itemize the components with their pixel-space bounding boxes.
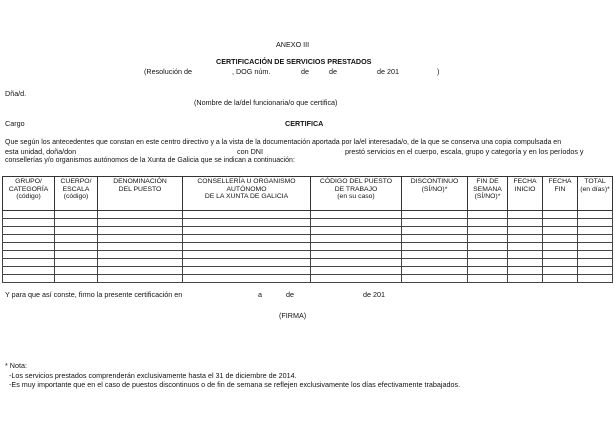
table-cell[interactable] bbox=[508, 259, 543, 267]
table-cell[interactable] bbox=[311, 275, 402, 283]
table-cell[interactable] bbox=[402, 275, 468, 283]
table-body bbox=[3, 211, 613, 283]
body-line-1: Que según los antecedentes que constan en este centro directivo y a la vista de la documentación aportada por la/el interesada/o, de la que se conserva una copia compulsada en bbox=[5, 139, 562, 146]
table-cell[interactable] bbox=[98, 227, 183, 235]
table-cell[interactable] bbox=[402, 219, 468, 227]
table-cell[interactable] bbox=[3, 235, 55, 243]
header-denominacion-puesto: DENOMINACIÓN DEL PUESTO bbox=[98, 177, 183, 211]
table-row bbox=[3, 267, 613, 275]
table-cell[interactable] bbox=[578, 251, 613, 259]
table-cell[interactable] bbox=[508, 243, 543, 251]
table-cell[interactable] bbox=[3, 243, 55, 251]
table-cell[interactable] bbox=[402, 267, 468, 275]
firma-label: (FIRMA) bbox=[279, 311, 307, 320]
table-cell[interactable] bbox=[468, 227, 508, 235]
table-cell[interactable] bbox=[543, 243, 578, 251]
table-cell[interactable] bbox=[543, 235, 578, 243]
table-cell[interactable] bbox=[578, 259, 613, 267]
table-cell[interactable] bbox=[55, 227, 98, 235]
officer-caption: (Nombre de la/del funcionaria/o que certifica) bbox=[194, 98, 338, 107]
note-item-1: -Los servicios prestados comprenderán exclusivamente hasta el 31 de diciembre de 2014. bbox=[9, 371, 297, 380]
table-cell[interactable] bbox=[55, 211, 98, 219]
header-fin-de-semana: FIN DE SEMANA (SÍ/NO)* bbox=[468, 177, 508, 211]
table-cell[interactable] bbox=[55, 251, 98, 259]
table-cell[interactable] bbox=[311, 267, 402, 275]
table-cell[interactable] bbox=[98, 219, 183, 227]
services-table bbox=[2, 176, 613, 283]
table-cell[interactable] bbox=[183, 227, 311, 235]
annex-label: ANEXO III bbox=[276, 40, 310, 49]
table-cell[interactable] bbox=[98, 251, 183, 259]
table-row bbox=[3, 235, 613, 243]
table-cell[interactable] bbox=[183, 243, 311, 251]
table-cell[interactable] bbox=[311, 235, 402, 243]
table-cell[interactable] bbox=[98, 259, 183, 267]
table-cell[interactable] bbox=[98, 243, 183, 251]
closing-de: de bbox=[286, 290, 294, 299]
table-cell[interactable] bbox=[578, 235, 613, 243]
table-cell[interactable] bbox=[3, 267, 55, 275]
table-cell[interactable] bbox=[183, 211, 311, 219]
document-heading: CERTIFICACIÓN DE SERVICIOS PRESTADOS bbox=[216, 57, 372, 66]
table-cell[interactable] bbox=[578, 211, 613, 219]
table-row bbox=[3, 243, 613, 251]
table-cell[interactable] bbox=[3, 275, 55, 283]
table-cell[interactable] bbox=[55, 235, 98, 243]
table-cell[interactable] bbox=[578, 219, 613, 227]
table-cell[interactable] bbox=[183, 259, 311, 267]
table-cell[interactable] bbox=[55, 267, 98, 275]
resolution-close: ) bbox=[437, 67, 440, 76]
table-cell[interactable] bbox=[402, 259, 468, 267]
table-cell[interactable] bbox=[311, 211, 402, 219]
table-cell[interactable] bbox=[578, 267, 613, 275]
header-conselleria: CONSELLERÍA U ORGANISMO AUTÓNOMO DE LA XUNTA DE GALICIA bbox=[183, 177, 311, 211]
table-cell[interactable] bbox=[98, 267, 183, 275]
table-cell[interactable] bbox=[311, 259, 402, 267]
closing-a: a bbox=[258, 290, 262, 299]
table-cell[interactable] bbox=[55, 259, 98, 267]
table-cell[interactable] bbox=[508, 275, 543, 283]
header-total: TOTAL (en días)* bbox=[578, 177, 613, 211]
body-line-2-c: prestó servicios en el cuerpo, escala, grupo y categoría y en los períodos y bbox=[345, 147, 584, 156]
table-cell[interactable] bbox=[543, 227, 578, 235]
table-cell[interactable] bbox=[183, 219, 311, 227]
table-cell[interactable] bbox=[508, 219, 543, 227]
table-cell[interactable] bbox=[402, 235, 468, 243]
table-cell[interactable] bbox=[508, 267, 543, 275]
table-cell[interactable] bbox=[311, 251, 402, 259]
table-cell[interactable] bbox=[3, 227, 55, 235]
table-cell[interactable] bbox=[543, 259, 578, 267]
table-cell[interactable] bbox=[55, 219, 98, 227]
note-item-2: -Es muy importante que en el caso de puestos discontinuos o de fin de semana se reflejen exclusivamente los días efectivamente trabajados. bbox=[9, 380, 461, 389]
table-cell[interactable] bbox=[402, 227, 468, 235]
resolution-dog: , DOG núm. bbox=[232, 67, 271, 76]
table-cell[interactable] bbox=[311, 219, 402, 227]
body-line-2-a: esta unidad, doña/don bbox=[5, 147, 77, 156]
closing-year: de 201 bbox=[363, 290, 385, 299]
table-header-row bbox=[3, 177, 613, 211]
table-cell[interactable] bbox=[468, 259, 508, 267]
header-fecha-inicio: FECHA INICIO bbox=[508, 177, 543, 211]
table-cell[interactable] bbox=[98, 211, 183, 219]
dna-label: Dña/d. bbox=[5, 89, 27, 98]
table-row bbox=[3, 259, 613, 267]
resolution-de-2: de bbox=[329, 67, 337, 76]
table-cell[interactable] bbox=[55, 243, 98, 251]
table-cell[interactable] bbox=[468, 267, 508, 275]
table-cell[interactable] bbox=[508, 211, 543, 219]
table-cell[interactable] bbox=[578, 243, 613, 251]
cargo-label: Cargo bbox=[5, 119, 25, 128]
resolution-de-1: de bbox=[301, 67, 309, 76]
table-cell[interactable] bbox=[183, 275, 311, 283]
table-cell[interactable] bbox=[508, 227, 543, 235]
table-cell[interactable] bbox=[543, 251, 578, 259]
header-grupo-categoria: GRUPO/ CATEGORÍA (código) bbox=[3, 177, 55, 211]
table-row bbox=[3, 251, 613, 259]
table-row bbox=[3, 227, 613, 235]
table-cell[interactable] bbox=[468, 211, 508, 219]
table-cell[interactable] bbox=[508, 251, 543, 259]
table-cell[interactable] bbox=[468, 251, 508, 259]
table-row bbox=[3, 211, 613, 219]
header-discontinuo: DISCONTINUO (SÍ/NO)* bbox=[402, 177, 468, 211]
resolution-year: de 201 bbox=[377, 67, 399, 76]
table-cell[interactable] bbox=[98, 235, 183, 243]
table-cell[interactable] bbox=[183, 267, 311, 275]
table-cell[interactable] bbox=[508, 235, 543, 243]
table-row bbox=[3, 219, 613, 227]
table-cell[interactable] bbox=[468, 219, 508, 227]
closing-text: Y para que así conste, firmo la presente certificación en bbox=[5, 290, 183, 299]
table-cell[interactable] bbox=[311, 243, 402, 251]
table-cell[interactable] bbox=[543, 275, 578, 283]
header-codigo-puesto: CÓDIGO DEL PUESTO DE TRABAJO (en su caso) bbox=[311, 177, 402, 211]
body-line-3: consellerías y/o organismos autónomos de la Xunta de Galicia que se indican a continuación: bbox=[5, 157, 295, 164]
table-cell[interactable] bbox=[311, 227, 402, 235]
table-cell[interactable] bbox=[578, 275, 613, 283]
table-row bbox=[3, 275, 613, 283]
notes-title: * Nota: bbox=[5, 361, 27, 370]
table-cell[interactable] bbox=[468, 235, 508, 243]
table-cell[interactable] bbox=[183, 251, 311, 259]
header-cuerpo-escala: CUERPO/ ESCALA (código) bbox=[55, 177, 98, 211]
table-cell[interactable] bbox=[468, 275, 508, 283]
table-cell[interactable] bbox=[183, 235, 311, 243]
header-fecha-fin: FECHA FIN bbox=[543, 177, 578, 211]
table-cell[interactable] bbox=[98, 275, 183, 283]
table-cell[interactable] bbox=[402, 243, 468, 251]
table-cell[interactable] bbox=[543, 219, 578, 227]
table-cell[interactable] bbox=[3, 259, 55, 267]
table-cell[interactable] bbox=[578, 227, 613, 235]
table-cell[interactable] bbox=[468, 243, 508, 251]
table-cell[interactable] bbox=[543, 267, 578, 275]
resolution-prefix: (Resolución de bbox=[144, 67, 192, 76]
body-line-2-b: con DNI bbox=[237, 147, 263, 156]
table-cell[interactable] bbox=[3, 251, 55, 259]
table-cell[interactable] bbox=[402, 251, 468, 259]
table-cell[interactable] bbox=[3, 211, 55, 219]
table-cell[interactable] bbox=[3, 219, 55, 227]
table-cell[interactable] bbox=[543, 211, 578, 219]
table-cell[interactable] bbox=[55, 275, 98, 283]
table-cell[interactable] bbox=[402, 211, 468, 219]
certifica-label: CERTIFICA bbox=[285, 119, 324, 128]
